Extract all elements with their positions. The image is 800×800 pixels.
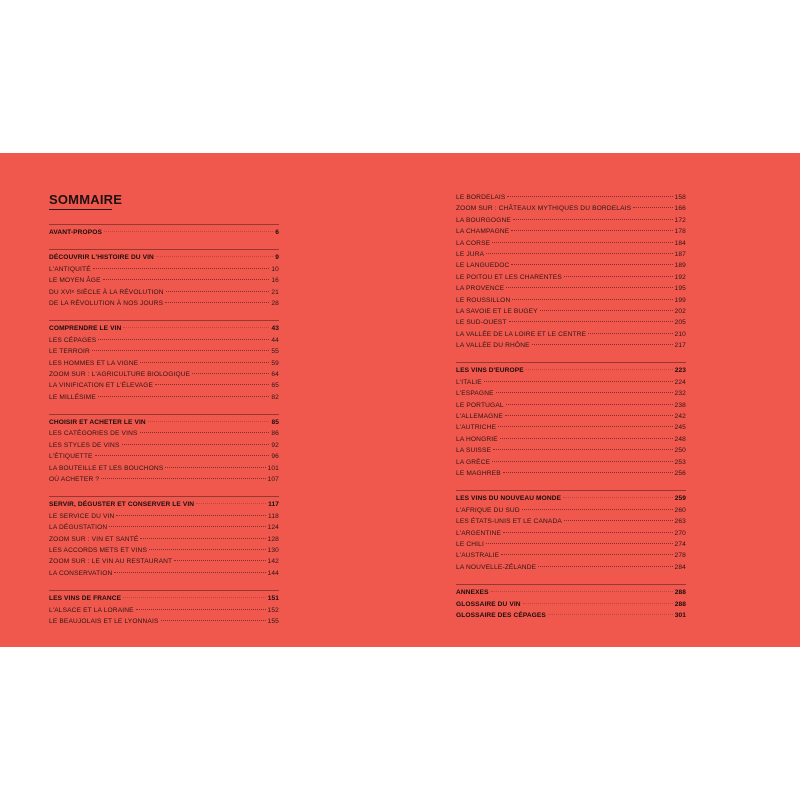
leader-dots	[140, 362, 269, 363]
toc-page-number: 9	[275, 254, 279, 262]
toc-page-number: 59	[271, 359, 279, 367]
toc-entry[interactable]	[49, 369, 279, 380]
toc-page-number: 245	[674, 424, 686, 432]
toc-entry[interactable]	[456, 272, 686, 283]
toc-entry-label: LE CHILI	[456, 540, 484, 548]
toc-page-number: 250	[674, 447, 686, 455]
toc-entry-label: L'AUTRICHE	[456, 424, 497, 432]
toc-page-number: 248	[674, 435, 686, 443]
leader-dots	[506, 287, 672, 288]
leader-dots	[496, 392, 673, 393]
toc-entry-label: L'ITALIE	[456, 378, 482, 386]
section-divider	[456, 362, 686, 363]
toc-section-histoire	[49, 249, 279, 309]
toc-entry[interactable]	[49, 568, 279, 579]
toc-page-number: 101	[267, 464, 279, 472]
section-divider	[456, 584, 686, 585]
toc-heading[interactable]	[49, 593, 279, 604]
toc-section-france	[49, 590, 279, 627]
toc-entry-label: LE MOYEN ÂGE	[49, 277, 101, 285]
toc-entry-label: LA VINIFICATION ET L'ÉLEVAGE	[49, 382, 154, 390]
leader-dots	[166, 291, 270, 292]
leader-dots	[114, 572, 265, 573]
toc-entry-label: LA CORSE	[456, 239, 491, 247]
leader-dots	[503, 472, 673, 473]
toc-section-servir	[49, 496, 279, 579]
toc-heading[interactable]	[49, 227, 279, 238]
toc-entry[interactable]	[49, 616, 279, 627]
toc-page-number: 96	[271, 453, 279, 461]
toc-page-number: 158	[674, 194, 686, 201]
toc-entry[interactable]	[49, 556, 279, 567]
leader-dots	[165, 467, 265, 468]
toc-page-number: 107	[267, 476, 279, 484]
toc-entry[interactable]	[49, 346, 279, 357]
toc-entry-label: L'ALLEMAGNE	[456, 413, 503, 421]
toc-entry-label: DU XVIᵉ SIÈCLE À LA RÉVOLUTION	[49, 288, 164, 296]
section-divider	[49, 320, 279, 321]
leader-dots	[505, 415, 673, 416]
toc-page-number: 82	[271, 393, 279, 401]
toc-entry-label: LE POITOU ET LES CHARENTES	[456, 273, 562, 281]
leader-dots	[95, 455, 270, 456]
toc-page-number: 64	[271, 370, 279, 378]
toc-entry-label: LES CÉPAGES	[49, 336, 97, 344]
leader-dots	[492, 461, 672, 462]
toc-entry[interactable]	[456, 516, 686, 527]
toc-page-number: 152	[267, 606, 279, 614]
toc-entry-label: LES CATÉGORIES DE VINS	[49, 430, 138, 438]
toc-entry[interactable]	[456, 226, 686, 237]
toc-heading-label: CHOISIR ET ACHETER LE VIN	[49, 419, 146, 427]
toc-page-number: 184	[674, 239, 686, 247]
section-divider	[49, 590, 279, 591]
toc-entry[interactable]	[49, 605, 279, 616]
toc-heading[interactable]	[456, 610, 686, 621]
toc-heading[interactable]	[49, 499, 279, 510]
toc-page-number: 270	[674, 529, 686, 537]
toc-entry-label: L'AFRIQUE DU SUD	[456, 506, 520, 514]
toc-entry[interactable]	[49, 264, 279, 275]
leader-dots	[140, 538, 265, 539]
toc-entry[interactable]	[49, 463, 279, 474]
toc-page-number: 263	[674, 518, 686, 526]
toc-page-number: 21	[271, 288, 279, 296]
toc-heading[interactable]	[456, 599, 686, 610]
toc-entry-label: LA HONGRIE	[456, 435, 498, 443]
section-divider	[456, 490, 686, 491]
toc-entry[interactable]	[456, 295, 686, 306]
leader-dots	[500, 438, 673, 439]
section-divider	[49, 496, 279, 497]
toc-entry[interactable]	[456, 249, 686, 260]
toc-entry-label: LES ACCORDS METS ET VINS	[49, 546, 148, 554]
toc-entry[interactable]	[49, 358, 279, 369]
toc-page-number: 224	[674, 378, 686, 386]
toc-page-number: 195	[674, 285, 686, 293]
toc-entry-label: LE SUD-OUEST	[456, 319, 507, 327]
toc-heading-label: ANNEXES	[456, 589, 489, 597]
toc-entry[interactable]	[49, 440, 279, 451]
toc-heading-label: GLOSSAIRE DES CÉPAGES	[456, 611, 546, 619]
toc-entry-label: LA CHAMPAGNE	[456, 228, 510, 236]
toc-entry[interactable]	[49, 287, 279, 298]
leader-dots	[498, 426, 672, 427]
leader-dots	[486, 253, 672, 254]
toc-entry-label: ZOOM SUR : VIN ET SANTÉ	[49, 535, 139, 543]
toc-heading-label: AVANT-PROPOS	[49, 229, 102, 236]
leader-dots	[564, 276, 673, 277]
toc-entry[interactable]	[49, 298, 279, 309]
toc-page-number: 92	[271, 441, 279, 449]
toc-entry-label: LA SAVOIE ET LE BUGEY	[456, 307, 538, 315]
title-underline	[49, 209, 112, 210]
leader-dots	[507, 196, 672, 197]
toc-page-number: 86	[271, 430, 279, 438]
toc-entry[interactable]	[456, 203, 686, 214]
toc-entry[interactable]	[456, 260, 686, 271]
toc-entry-label: LE LANGUEDOC	[456, 262, 510, 270]
toc-entry-label: L'ANTIQUITÉ	[49, 265, 91, 273]
toc-page-number: 189	[674, 262, 686, 270]
toc-section-comprendre	[49, 320, 279, 403]
toc-page-number: 28	[271, 299, 279, 307]
leader-dots	[532, 344, 673, 345]
toc-entry-label: LA VALLÉE DE LA LOIRE ET LE CENTRE	[456, 330, 587, 338]
toc-page-number: 274	[674, 540, 686, 548]
toc-entry-label: LES ÉTATS-UNIS ET LE CANADA	[456, 518, 562, 526]
toc-page-number: 278	[674, 552, 686, 560]
toc-page-number: 205	[674, 319, 686, 327]
toc-entry-label: LA SUISSE	[456, 447, 492, 455]
section-divider	[49, 249, 279, 250]
section-divider	[49, 414, 279, 415]
leader-dots	[511, 264, 672, 265]
toc-entry[interactable]	[49, 335, 279, 346]
leader-dots	[149, 549, 266, 550]
leader-dots	[509, 321, 673, 322]
toc-entry-label: LE BEAUJOLAIS ET LE LYONNAIS	[49, 617, 159, 625]
toc-page-number: 238	[674, 401, 686, 409]
leader-dots	[155, 384, 269, 385]
leader-dots	[564, 520, 673, 521]
toc-entry-label: LE ROUSSILLON	[456, 296, 511, 304]
toc-page-number: 144	[267, 569, 279, 577]
toc-page-number: 259	[674, 495, 686, 503]
toc-entry[interactable]	[456, 505, 686, 516]
toc-page-number: 44	[271, 336, 279, 344]
toc-page-number: 288	[674, 600, 686, 608]
toc-entry-label: LE BORDELAIS	[456, 194, 506, 201]
toc-entry-label: L'ALSACE ET LA LORAINE	[49, 606, 134, 614]
leader-dots	[93, 268, 270, 269]
toc-page-number: 16	[271, 277, 279, 285]
toc-page-number: 10	[271, 265, 279, 273]
page-title: SOMMAIRE	[49, 192, 123, 207]
toc-entry-label: ZOOM SUR : CHÂTEAUX MYTHIQUES DU BORDELAIS	[456, 205, 632, 213]
toc-heading[interactable]	[49, 323, 279, 334]
toc-page-number: 142	[267, 558, 279, 566]
toc-page-number: 130	[267, 546, 279, 554]
toc-entry[interactable]	[456, 528, 686, 539]
toc-page-number: 217	[674, 342, 686, 350]
toc-page-number: 118	[268, 512, 279, 520]
leader-dots	[165, 302, 269, 303]
leader-dots	[136, 609, 266, 610]
toc-entry-label: L'ÉTIQUETTE	[49, 453, 93, 461]
toc-entry-label: LE MILLÉSIME	[49, 393, 96, 401]
toc-entry-label: LA BOURGOGNE	[456, 216, 511, 224]
toc-page-number: 210	[674, 330, 686, 338]
toc-entry[interactable]	[456, 457, 686, 468]
leader-dots	[148, 421, 270, 422]
toc-heading-label: LES VINS DU NOUVEAU MONDE	[456, 495, 562, 503]
leader-dots	[98, 339, 269, 340]
toc-entry-label: L'AUSTRALIE	[456, 552, 500, 560]
toc-entry[interactable]	[456, 377, 686, 388]
toc-page-number: 85	[271, 419, 279, 427]
leader-dots	[588, 333, 672, 334]
leader-dots	[563, 497, 673, 498]
leader-dots	[104, 231, 273, 232]
toc-entry-label: LES HOMMES ET LA VIGNE	[49, 359, 139, 367]
toc-page-number: 166	[674, 205, 686, 213]
toc-page-number: 55	[271, 348, 279, 356]
leader-dots	[522, 509, 673, 510]
toc-page-number: 232	[674, 390, 686, 398]
toc-entry-label: LA BOUTEILLE ET LES BOUCHONS	[49, 464, 164, 472]
leader-dots	[506, 404, 673, 405]
toc-entry[interactable]	[456, 340, 686, 351]
toc-heading[interactable]	[456, 493, 686, 504]
leader-dots	[526, 369, 673, 370]
leader-dots	[140, 432, 270, 433]
toc-page-number: 260	[674, 506, 686, 514]
leader-dots	[540, 310, 673, 311]
toc-page-number: 117	[268, 501, 279, 509]
toc-page-number: 301	[674, 611, 686, 619]
toc-page-number: 202	[674, 307, 686, 315]
toc-entry[interactable]	[456, 422, 686, 433]
toc-heading-label: SERVIR, DÉGUSTER ET CONSERVER LE VIN	[49, 501, 195, 509]
leader-dots	[192, 373, 269, 374]
leader-dots	[511, 230, 672, 231]
leader-dots	[486, 543, 673, 544]
toc-heading-label: COMPRENDRE LE VIN	[49, 325, 122, 333]
leader-dots	[101, 478, 265, 479]
toc-entry-label: LE JURA	[456, 250, 485, 258]
leader-dots	[548, 614, 673, 615]
toc-page-number: 43	[271, 325, 279, 333]
leader-dots	[92, 350, 269, 351]
toc-entry[interactable]	[49, 275, 279, 286]
toc-entry-label: DE LA RÉVOLUTION À NOS JOURS	[49, 299, 164, 307]
leader-dots	[493, 449, 672, 450]
toc-entry[interactable]	[456, 192, 686, 203]
leader-dots	[161, 620, 266, 621]
toc-entry-label: L'ESPAGNE	[456, 390, 494, 398]
toc-entry-label: OÙ ACHETER ?	[49, 476, 100, 484]
leader-dots	[98, 396, 269, 397]
toc-entry-label: ZOOM SUR : L'AGRICULTURE BIOLOGIQUE	[49, 370, 191, 378]
toc-page-number: 187	[674, 250, 686, 258]
toc-entry[interactable]	[49, 511, 279, 522]
toc-entry-label: LES STYLES DE VINS	[49, 441, 120, 449]
leader-dots	[174, 560, 265, 561]
toc-section-france-continued	[456, 192, 686, 351]
toc-entry[interactable]	[456, 434, 686, 445]
toc-entry[interactable]	[456, 468, 686, 479]
toc-entry[interactable]	[456, 283, 686, 294]
toc-entry[interactable]	[456, 445, 686, 456]
toc-entry[interactable]	[456, 562, 686, 573]
toc-entry[interactable]	[49, 474, 279, 485]
toc-entry-label: LA PROVENCE	[456, 285, 505, 293]
toc-page-number: 256	[674, 469, 686, 477]
toc-heading-label: GLOSSAIRE DU VIN	[456, 600, 521, 608]
leader-dots	[123, 597, 266, 598]
toc-page-number: 192	[674, 273, 686, 281]
toc-entry[interactable]	[49, 522, 279, 533]
toc-entry-label: LA GRÈCE	[456, 458, 491, 466]
toc-entry[interactable]	[456, 539, 686, 550]
toc-entry[interactable]	[49, 392, 279, 403]
toc-entry[interactable]	[49, 545, 279, 556]
toc-entry[interactable]	[456, 388, 686, 399]
toc-entry-label: LE SERVICE DU VIN	[49, 512, 115, 520]
toc-entry-label: LE PORTUGAL	[456, 401, 504, 409]
toc-page-number: 6	[275, 229, 279, 236]
leader-dots	[103, 279, 270, 280]
toc-section-nouveau-monde	[456, 490, 686, 573]
toc-entry[interactable]	[49, 380, 279, 391]
toc-entry-label: ZOOM SUR : LE VIN AU RESTAURANT	[49, 558, 173, 566]
toc-entry[interactable]	[456, 411, 686, 422]
toc-heading[interactable]	[49, 417, 279, 428]
toc-section-europe	[456, 362, 686, 479]
toc-entry-label: LA CONSERVATION	[49, 569, 113, 577]
toc-page-number: 242	[674, 413, 686, 421]
toc-page-number: 223	[674, 367, 686, 375]
toc-entry[interactable]	[456, 317, 686, 328]
toc-page-number: 124	[267, 524, 279, 532]
toc-page-number: 178	[674, 228, 686, 236]
toc-heading[interactable]	[456, 587, 686, 598]
toc-left-column	[49, 224, 279, 638]
leader-dots	[116, 515, 266, 516]
toc-entry[interactable]	[49, 451, 279, 462]
toc-section-annexes	[456, 584, 686, 621]
toc-page-number: 284	[674, 563, 686, 571]
leader-dots	[492, 242, 672, 243]
leader-dots	[484, 381, 673, 382]
toc-entry-label: LA VALLÉE DU RHÔNE	[456, 342, 530, 350]
toc-page-number: 288	[674, 589, 686, 597]
toc-heading-label: DÉCOUVRIR L'HISTOIRE DU VIN	[49, 254, 154, 262]
toc-entry-label: LE TERROIR	[49, 348, 90, 356]
leader-dots	[512, 299, 672, 300]
toc-entry[interactable]	[456, 215, 686, 226]
toc-page-number: 253	[674, 458, 686, 466]
toc-entry[interactable]	[456, 400, 686, 411]
toc-entry[interactable]	[456, 306, 686, 317]
toc-heading[interactable]	[456, 365, 686, 376]
toc-heading[interactable]	[49, 252, 279, 263]
leader-dots	[491, 591, 673, 592]
toc-section-choisir	[49, 414, 279, 485]
toc-heading-label: LES VINS D'EUROPE	[456, 367, 524, 375]
toc-section-avant-propos	[49, 224, 279, 238]
toc-page-number: 199	[674, 296, 686, 304]
toc-entry[interactable]	[456, 238, 686, 249]
leader-dots	[513, 219, 673, 220]
toc-entry-label: L'ARGENTINE	[456, 529, 502, 537]
toc-page-number: 151	[267, 595, 279, 603]
toc-page-number: 65	[271, 382, 279, 390]
leader-dots	[503, 532, 673, 533]
toc-entry[interactable]	[49, 428, 279, 439]
toc-entry-label: LE MAGHREB	[456, 469, 501, 477]
toc-page-number: 128	[267, 535, 279, 543]
leader-dots	[523, 603, 673, 604]
toc-page-number: 172	[674, 216, 686, 224]
leader-dots	[538, 566, 672, 567]
leader-dots	[156, 256, 273, 257]
toc-entry-label: LA NOUVELLE-ZÉLANDE	[456, 563, 537, 571]
leader-dots	[123, 327, 269, 328]
leader-dots	[122, 444, 270, 445]
toc-right-column	[456, 192, 686, 632]
leader-dots	[633, 207, 672, 208]
toc-entry[interactable]	[49, 534, 279, 545]
leader-dots	[501, 554, 672, 555]
leader-dots	[109, 526, 265, 527]
toc-entry[interactable]	[456, 550, 686, 561]
toc-page-number: 155	[267, 617, 279, 625]
toc-heading-label: LES VINS DE FRANCE	[49, 595, 122, 603]
section-divider	[49, 224, 279, 225]
toc-entry-label: LA DÉGUSTATION	[49, 524, 108, 532]
leader-dots	[196, 503, 266, 504]
toc-entry[interactable]	[456, 329, 686, 340]
